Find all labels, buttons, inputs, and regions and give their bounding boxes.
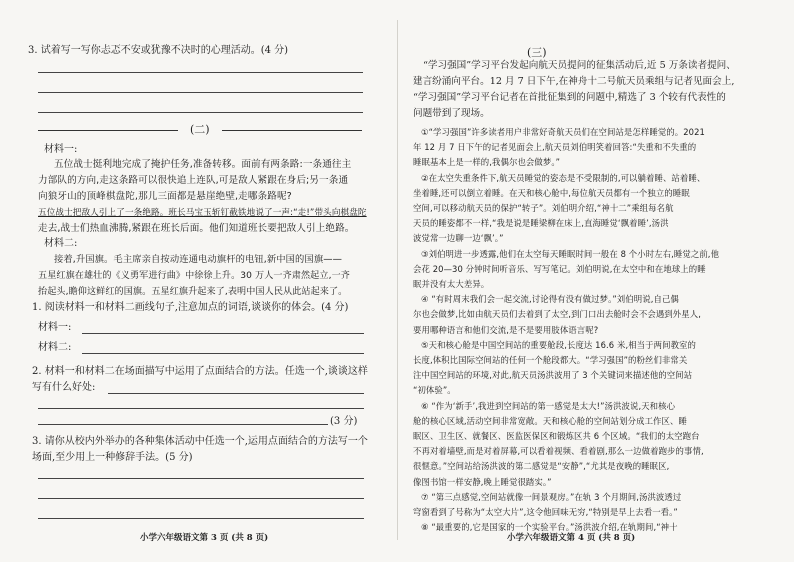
article-line: “初体验”。 xyxy=(413,385,456,396)
page-footer-right: 小学六年级语文第 4 页 (共 8 页) xyxy=(507,533,636,543)
intro-line: 建言纷涌向平台。12 月 7 日下午,在神舟十二号航天员乘组与记者见面会上, xyxy=(413,76,735,87)
question-2-line1: 2. 材料一和材料二在场面描写中运用了点面结合的方法。任选一个,谈谈这样 xyxy=(32,366,368,377)
article-line: 空间,可以移动航天员的保护“转子”。刘伯明介绍,“神十二”乘组每名航 xyxy=(413,203,674,213)
answer-line[interactable] xyxy=(38,424,328,425)
article-line: 穹窗看到了号称为“太空大片”,这令他回味无穷,“特别是早上去看一看。” xyxy=(413,507,678,517)
answer-line[interactable] xyxy=(38,92,363,93)
section-rule xyxy=(38,130,178,131)
material2-line: 接着,升国旗。毛主席亲自按动连通电动旗杆的电钮,新中国的国旗—— xyxy=(54,254,343,265)
right-page xyxy=(397,0,794,562)
article-line: 睡眠基本上是一样的,我偶尔也会做梦。” xyxy=(413,157,561,168)
article-line: 舱的核心区域,活动空间非常宽敞。天和核心舱的空间站划分成工作区、睡 xyxy=(413,415,687,426)
intro-line: “学习强国”学习平台发起向航天员提问的征集活动后,近 5 万条读者提问、 xyxy=(423,60,736,71)
answer-line[interactable] xyxy=(38,518,364,519)
article-line: ⑧ “最重要的,它是国家的一个实验平台。”汤洪波介绍,在轨期间,“神十 xyxy=(421,522,678,533)
material1-label: 材料一: xyxy=(44,144,78,155)
fill-label-material2: 材料二: xyxy=(38,342,72,353)
article-line: ⑤天和核心舱是中国空间站的重要舱段,长度达 16.6 米,相当于两间教室的 xyxy=(421,339,697,350)
article-line: 眠区、卫生区、就餐区、医监医保区和锻炼区共 6 个区域。“我们的太空跑台 xyxy=(413,431,700,441)
question-3-title: 3. 试着写一写你忐忑不安或犹豫不决时的心理活动。(4 分) xyxy=(28,45,289,56)
article-line: 尔也会做梦,比如由航天员们去着到了太空,到门口出去舱时会不会遇到外星人, xyxy=(413,309,701,320)
material1-underlined-line: 五位战士把敌人引上了一条绝路。班长马宝玉斩钉截铁地说了一声:“走!”带头向棋盘陀 xyxy=(38,208,367,218)
material1-line: 走去,战士们热血沸腾,紧跟在班长后面。他们知道班长要把敌人引上绝路。 xyxy=(38,223,355,234)
answer-line[interactable] xyxy=(108,393,364,394)
article-line: 波觉常一边聊一边‘飘’。” xyxy=(413,233,504,244)
answer-line-material2[interactable] xyxy=(82,353,364,354)
answer-line[interactable] xyxy=(38,72,363,73)
section-title-3: (三) xyxy=(527,46,547,59)
article-line: 很惬意。”空间站给汤洪波的第二感觉是“安静”,“尤其是夜晚的睡眠区, xyxy=(413,461,670,472)
article-line: 不再对着墙壁,而是对着屏幕,可以看着视频、看着剧,那么一边做着跑步的事情, xyxy=(413,446,704,457)
section-title-2: (二) xyxy=(190,123,210,136)
fill-label-material1: 材料一: xyxy=(38,322,72,333)
article-line: ⑥ “作为‘新手’,我进到空间站的第一感觉是太大!”汤洪波说,天和核心 xyxy=(421,400,676,411)
answer-line[interactable] xyxy=(38,498,364,499)
article-line: ⑦ “第三点感觉,空间站就像一间景观房。”在轨 3 个月期间,汤洪波透过 xyxy=(421,491,682,502)
material2-label: 材料二: xyxy=(44,238,78,249)
article-line: 眠并没有太大差异。 xyxy=(413,279,490,289)
question-3b-line1: 3. 请你从校内外举办的各种集体活动中任选一个,运用点面结合的方法写一个 xyxy=(32,436,368,447)
article-line: ③刘伯明进一步透露,他们在太空每天睡眠时间一般在 8 个小时左右,睡觉之前,他 xyxy=(421,248,720,259)
article-line: 会花 20—30 分钟时间听音乐、写写笔记。刘伯明说,在太空中和在地球上的睡 xyxy=(413,263,706,274)
question-2-score: (3 分) xyxy=(330,416,358,427)
material1-line: 力部队的方向,走这条路可以很快追上连队,可是敌人紧跟在身后;另一条通 xyxy=(38,175,349,186)
answer-line[interactable] xyxy=(38,408,364,409)
page-footer-left: 小学六年级语文第 3 页 (共 8 页) xyxy=(140,533,269,543)
article-line: 像图书馆一样安静,晚上睡觉很踏实。” xyxy=(413,476,552,487)
material1-line: 向狼牙山的顶峰棋盘陀,那儿三面都是悬崖绝壁,走哪条路呢? xyxy=(38,191,292,202)
section-rule xyxy=(222,130,362,131)
article-line: 坐着睡,还可以倒立着睡。在天和核心舱中,每位航天员都有一个独立的睡眠 xyxy=(413,187,690,198)
material2-line: 抬起头,瞻仰这鲜红的国旗。五星红旗升起来了,表明中国人民从此站起来了。 xyxy=(38,287,348,297)
article-line: 长度,体积比国际空间站的任何一个舱段都大。“学习强国”的粉丝们非常关 xyxy=(413,355,688,365)
material1-line: 五位战士挺利地完成了掩护任务,准备转移。面前有两条路:一条通往主 xyxy=(54,159,352,170)
intro-line: 问题带到了现场。 xyxy=(413,108,490,119)
answer-line-material1[interactable] xyxy=(82,333,364,334)
article-line: 注中国空间站的环境,对此,航天员汤洪波用了 3 个关键词来描述他的空间站 xyxy=(413,370,693,381)
question-2-line2: 写有什么好处: xyxy=(32,382,96,393)
question-1: 1. 阅读材料一和材料二画线句子,注意加点的词语,谈谈你的体会。(4 分) xyxy=(32,302,349,313)
answer-line[interactable] xyxy=(38,478,364,479)
article-line: ②在太空失重条件下,航天员睡觉的姿态是不受限制的,可以躺着睡、站着睡、 xyxy=(421,172,706,183)
answer-line[interactable] xyxy=(38,112,363,113)
article-line: 年 12 月 7 日下午的记者见面会上,航天员刘伯明笑着回答:“失重和不失重的 xyxy=(413,142,697,153)
article-line: ①“学习强国”许多读者用户非常好奇航天员们在空间站是怎样睡觉的。2021 xyxy=(421,127,705,137)
intro-line: “学习强国”学习平台记者在首批征集到的问题中,精选了 3 个较有代表性的 xyxy=(413,92,726,103)
article-line: 天员的睡姿都不一样,“我是说是睡梁柳在床上,直海睡觉‘飘着睡’,汤洪 xyxy=(413,218,669,229)
material2-line: 五星红旗在雄壮的《义勇军进行曲》中徐徐上升。30 万人一齐肃然起立,一齐 xyxy=(38,271,350,281)
question-3b-line2: 场面,至少用上一种修辞手法。(5 分) xyxy=(32,452,193,463)
article-line: ④ “有时周末我们会一起交流,讨论得有没有做过梦。”刘伯明说,自己偶 xyxy=(421,294,679,305)
article-line: 要用哪种语言和他们交流,是不是要用肢体语言呢? xyxy=(413,324,599,335)
